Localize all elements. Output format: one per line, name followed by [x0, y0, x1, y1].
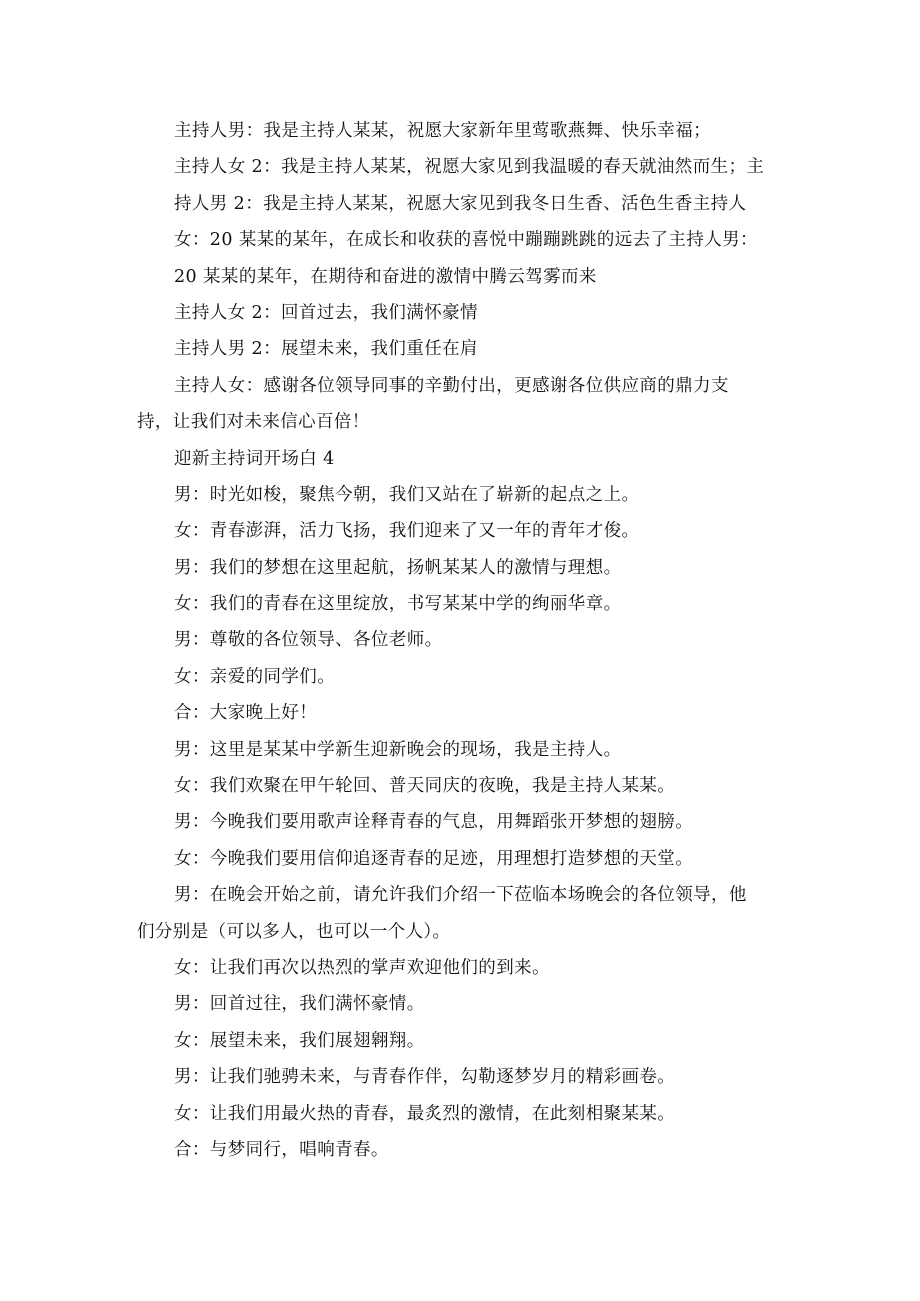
text-line: 男：在晚会开始之前，请允许我们介绍一下莅临本场晚会的各位领导，他 — [174, 885, 747, 906]
text-line: 男：今晚我们要用歌声诠释青春的气息，用舞蹈张开梦想的翅膀。 — [174, 812, 694, 833]
text-line: 男：时光如梭，聚焦今朝，我们又站在了崭新的起点之上。 — [174, 484, 640, 505]
text-line: 们分别是（可以多人，也可以一个人）。 — [137, 921, 451, 942]
text-line: 女：让我们用最火热的青春，最炙烈的激情，在此刻相聚某某。 — [174, 1103, 676, 1124]
text-line: 主持人男 2：展望未来，我们重任在肩 — [174, 339, 478, 360]
text-line: 女：我们欢聚在甲午轮回、普天同庆的夜晚，我是主持人某某。 — [174, 776, 676, 797]
text-line: 女：亲爱的同学们。 — [174, 666, 336, 687]
text-line: 持人男 2：我是主持人某某，祝愿大家见到我冬日生香、活色生香主持人 — [174, 193, 747, 214]
text-line: 主持人女：感谢各位领导同事的辛勤付出，更感谢各位供应商的鼎力支 — [174, 375, 729, 396]
text-line: 迎新主持词开场白 4 — [174, 448, 335, 469]
text-line: 合：与梦同行，唱响青春。 — [174, 1139, 389, 1160]
text-line: 合：大家晚上好！ — [174, 703, 318, 724]
text-line: 持，让我们对未来信心百倍！ — [137, 412, 370, 433]
text-line: 女：让我们再次以热烈的掌声欢迎他们的到来。 — [174, 957, 550, 978]
text-line: 男：回首过往，我们满怀豪情。 — [174, 994, 425, 1015]
text-line: 男：我们的梦想在这里起航，扬帆某某人的激情与理想。 — [174, 557, 622, 578]
text-line: 主持人女 2：我是主持人某某，祝愿大家见到我温暖的春天就油然而生；主 — [174, 157, 765, 178]
text-line: 男：让我们驰骋未来，与青春作伴，勾勒逐梦岁月的精彩画卷。 — [174, 1067, 676, 1088]
text-line: 女：我们的青春在这里绽放，书写某某中学的绚丽华章。 — [174, 594, 622, 615]
document-body — [137, 113, 787, 1168]
text-line: 男：尊敬的各位领导、各位老师。 — [174, 630, 443, 651]
text-line: 20 某某的某年，在期待和奋进的激情中腾云驾雾而来 — [174, 266, 597, 287]
text-line: 女：青春澎湃，活力飞扬，我们迎来了又一年的青年才俊。 — [174, 521, 640, 542]
text-line: 主持人女 2：回首过去，我们满怀豪情 — [174, 302, 478, 323]
text-line: 女：20 某某的某年，在成长和收获的喜悦中蹦蹦跳跳的远去了主持人男： — [174, 230, 758, 251]
text-line: 男：这里是某某中学新生迎新晚会的现场，我是主持人。 — [174, 739, 622, 760]
text-line: 女：展望未来，我们展翅翱翔。 — [174, 1030, 425, 1051]
text-line: 主持人男：我是主持人某某，祝愿大家新年里莺歌燕舞、快乐幸福； — [174, 121, 711, 141]
text-line: 女：今晚我们要用信仰追逐青春的足迹，用理想打造梦想的天堂。 — [174, 848, 694, 869]
